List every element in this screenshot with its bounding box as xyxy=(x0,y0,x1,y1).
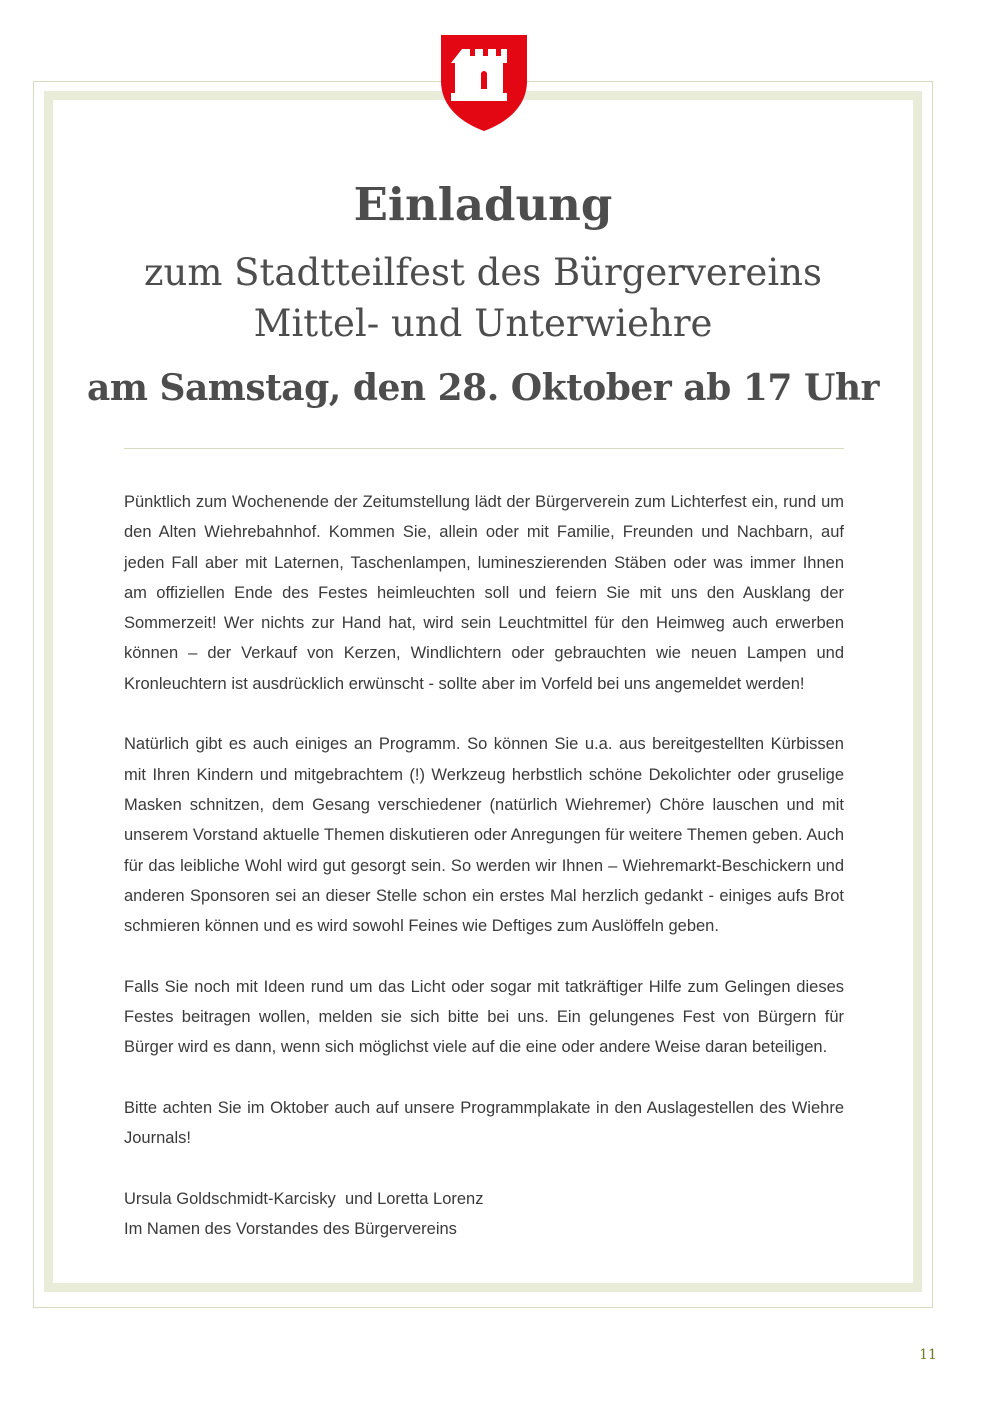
signature-role: Im Namen des Vorstandes des Bürgervereins xyxy=(124,1220,457,1239)
page-number: 11 xyxy=(919,1347,937,1363)
paragraph: Natürlich gibt es auch einiges an Programm. So können Sie u.a. aus bereitgestellten Kürbissen mit Ihren Kindern und mitgebrachtem (!) Werkzeug herbstlich schöne Dekolichter oder gruselige Masken schnitzen, dem Gesang verschiedener (natürlich Wiehremer) Chöre lauschen und mit unserem Vorstand aktuelle Themen diskutieren oder Anregungen für weitere Themen geben. Auch für das leibliche Wohl wird gut gesorgt sein. So werden wir Ihnen – Wiehremarkt-Beschickern und anderen Sponsoren sei an dieser Stelle schon ein erstes Mal herzlich gedankt - einiges aufs Brot schmieren können und es wird sowohl Feines wie Deftiges zum Auslöffeln geben. xyxy=(124,735,844,936)
subtitle-line: zum Stadtteilfest des Bürgervereins xyxy=(144,251,822,294)
subtitle xyxy=(0,247,966,349)
divider xyxy=(124,448,844,449)
paragraph: Bitte achten Sie im Oktober auch auf unsere Programmplakate in den Auslagestellen des Wiehre Journals! xyxy=(124,1098,844,1148)
castle-tower-crest-icon xyxy=(440,33,528,133)
subtitle-line: Mittel- und Unterwiehre xyxy=(253,302,713,345)
signature-names: Ursula Goldschmidt-Karcisky und Loretta Lorenz xyxy=(124,1189,484,1208)
event-date-line: am Samstag, den 28. Oktober ab 17 Uhr xyxy=(87,367,879,409)
paragraph: Pünktlich zum Wochenende der Zeitumstellung lädt der Bürgerverein zum Lichterfest ein, rund um den Alten Wiehrebahnhof. Kommen Sie, allein oder mit Familie, Freunden und Nachbarn, auf jeden Fall aber mit Laternen, Taschenlampen, lumineszierenden Stäben oder was immer Ihnen am offiziellen Ende des Festes heimleuchten soll und feiern Sie mit uns den Ausklang der Sommerzeit! Wer nichts zur Hand hat, wird sein Leuchtmittel für den Heimweg auch erwerben können – der Verkauf von Kerzen, Windlichtern oder gebrauchten wie neuen Lampen und Kronleuchtern ist ausdrücklich erwünscht - sollte aber im Vorfeld bei uns angemeldet werden! xyxy=(124,493,844,693)
invitation-body xyxy=(124,487,844,1244)
paragraph: Falls Sie noch mit Ideen rund um das Licht oder sogar mit tatkräftiger Hilfe zum Gelingen dieses Festes beitragen wollen, melden sie sich bitte bei uns. Ein gelungenes Fest von Bürgern für Bürger wird es dann, wenn sich möglichst viele auf die eine oder andere Weise daran beteiligen. xyxy=(124,977,844,1057)
signature-block xyxy=(124,1184,844,1245)
page-title: Einladung xyxy=(353,178,613,231)
